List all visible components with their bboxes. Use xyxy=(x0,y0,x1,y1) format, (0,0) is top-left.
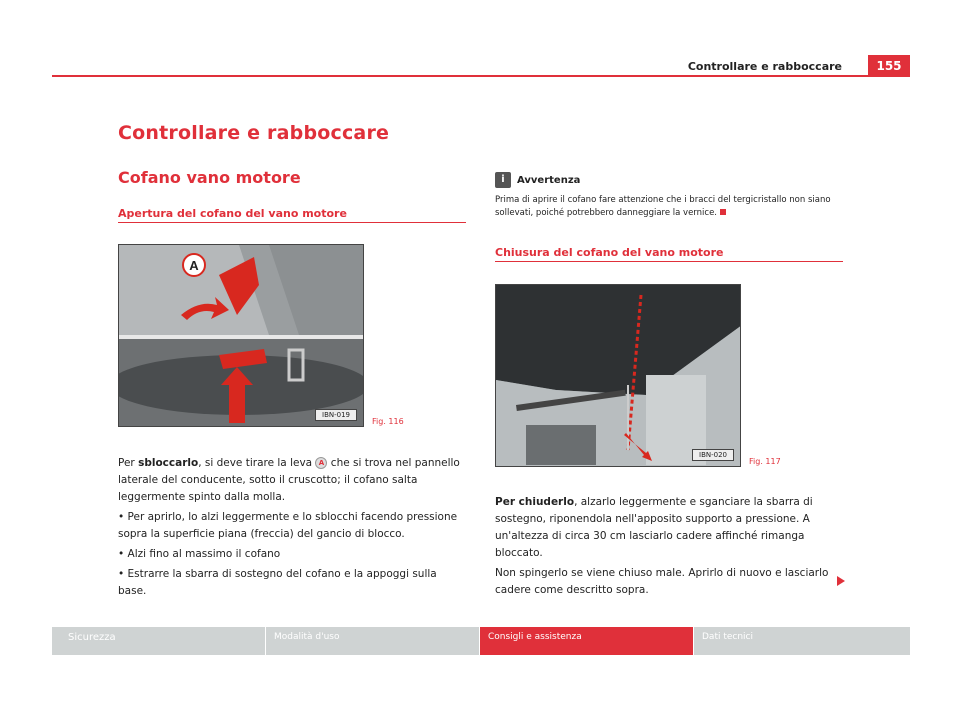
tab-dati-tecnici[interactable]: Dati tecnici xyxy=(694,627,910,655)
section-title: Cofano vano motore xyxy=(118,168,301,187)
figure-code-ibn-020: IBN-020 xyxy=(692,449,734,461)
opening-paragraph xyxy=(118,455,468,506)
text-rest: che si trova nel pannello laterale del conducente, sotto il cruscotto; il cofano salta leggermente spinto dalla molla. xyxy=(118,457,460,503)
text-bold-unlock: sbloccarlo xyxy=(138,457,199,469)
text-bold-close: Per chiuderlo xyxy=(495,496,575,508)
closing-paragraph xyxy=(495,494,835,562)
figure-label-116: Fig. 116 xyxy=(372,417,404,426)
page-number: 155 xyxy=(868,55,910,77)
lever-a-reference: A xyxy=(315,457,327,469)
subsection-title-opening: Apertura del cofano del vano motore xyxy=(118,207,347,220)
figure-hood-release-lever xyxy=(118,244,364,427)
running-header-title: Controllare e rabboccare xyxy=(687,60,842,73)
continue-arrow-icon xyxy=(837,576,845,586)
bullet-raise-max: • Alzi fino al massimo il cofano xyxy=(118,548,281,560)
text-close-rest: , alzarlo leggermente e sganciare la sbarra di sostegno, riponendola nell'apposito supporto a pressione. A un'altezza di circa 30 cm lasciarlo cadere affinché rimanga bloccato. xyxy=(495,496,813,559)
subsection-rule-opening xyxy=(118,222,466,223)
header-rule xyxy=(52,75,910,77)
closing-note: Non spingerlo se viene chiuso male. Aprirlo di nuovo e lasciarlo cadere come descritto sopra. xyxy=(495,567,829,596)
chapter-tabs xyxy=(52,627,910,655)
warning-title: Avvertenza xyxy=(517,175,581,186)
subsection-title-closing: Chiusura del cofano del vano motore xyxy=(495,246,724,259)
figure-label-117: Fig. 117 xyxy=(749,457,781,466)
bullet-open-lift: • Per aprirlo, lo alzi leggermente e lo sblocchi facendo pressione sopra la superficie piana (freccia) del gancio di blocco. xyxy=(118,511,458,540)
callout-a-label: A xyxy=(189,258,199,273)
chapter-title: Controllare e rabboccare xyxy=(118,122,390,144)
hood-release-illustration xyxy=(119,245,364,427)
closing-instructions xyxy=(495,494,835,602)
end-marker-icon xyxy=(720,209,726,215)
figure-code-ibn-019: IBN-019 xyxy=(315,409,357,421)
info-icon: i xyxy=(495,172,511,188)
figure-hood-support-rod xyxy=(495,284,741,467)
text-prefix: Per xyxy=(118,457,139,469)
warning-body: Prima di aprire il cofano fare attenzione che i bracci del tergicristallo non siano sollevati, poiché potrebbero danneggiare la vernice. xyxy=(495,195,831,218)
opening-instructions xyxy=(118,455,468,603)
hood-support-illustration xyxy=(496,285,741,467)
tab-modalita-uso[interactable]: Modalità d'uso xyxy=(266,627,480,655)
bullet-support-rod: • Estrarre la sbarra di sostegno del cofano e la appoggi sulla base. xyxy=(118,568,437,597)
subsection-rule-closing xyxy=(495,261,843,262)
tab-consigli-assistenza[interactable]: Consigli e assistenza xyxy=(480,627,694,655)
tab-sicurezza[interactable]: Sicurezza xyxy=(52,627,266,655)
text-mid: , si deve tirare la leva xyxy=(198,457,316,469)
warning-text xyxy=(495,194,835,220)
